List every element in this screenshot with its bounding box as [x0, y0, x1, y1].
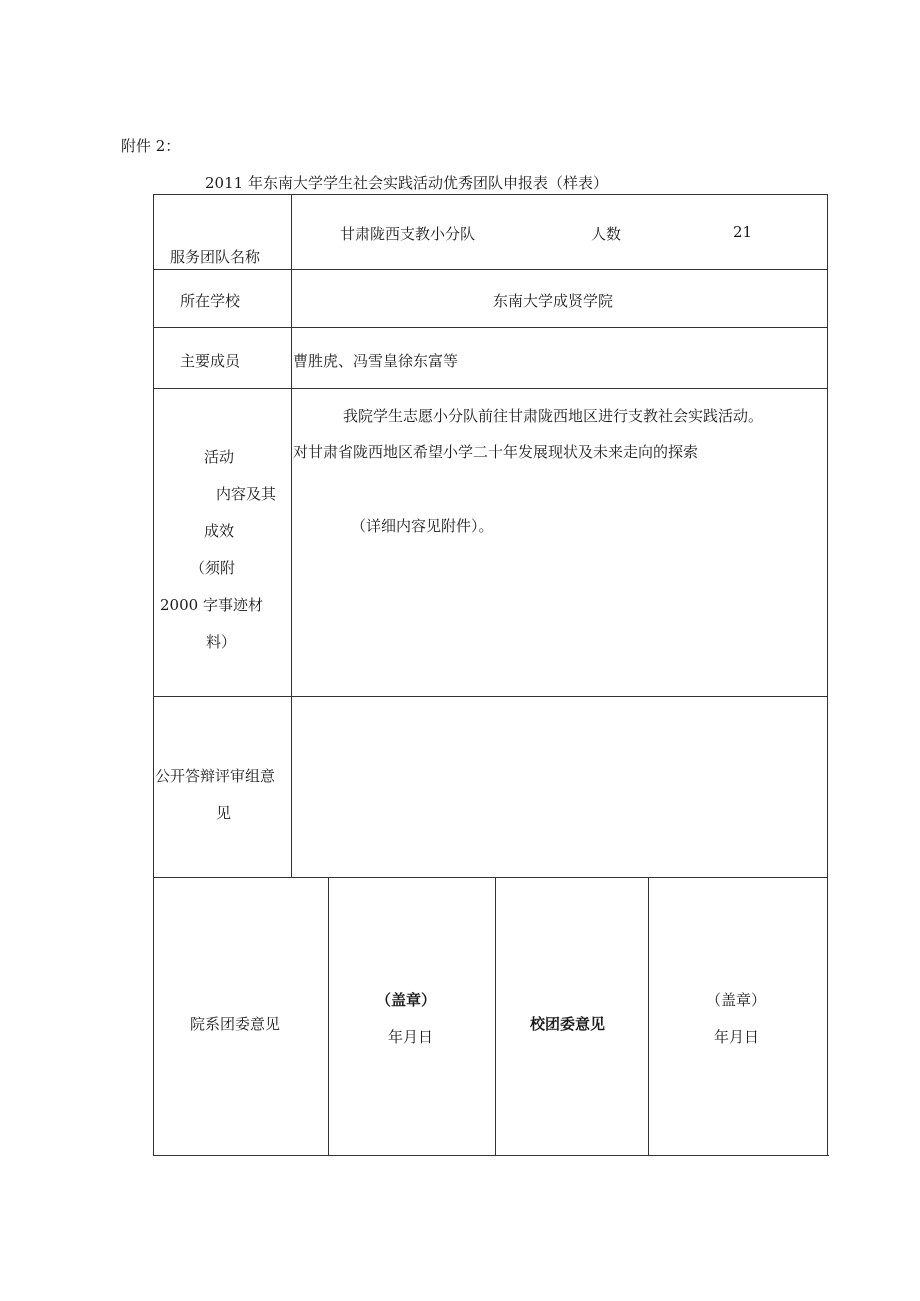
activity-label-line: （须附 [190, 559, 236, 577]
approval-divider [648, 877, 649, 1155]
school-approval-label: 校团委意见 [530, 1015, 606, 1033]
activity-content-line: 对甘肃省陇西地区希望小学二十年发展现状及未来走向的探索 [293, 443, 699, 461]
members-label: 主要成员 [180, 352, 241, 370]
members-value: 曹胜虎、冯雪皇徐东富等 [293, 352, 459, 370]
school-seal: （盖章） [706, 991, 767, 1009]
activity-label-line: 活动 [204, 448, 235, 466]
activity-content-line: 我院学生志愿小分队前往甘肃陇西地区进行支教社会实践活动。 [343, 407, 764, 425]
table-border-top [153, 194, 828, 195]
label-column-divider [291, 194, 292, 877]
dept-seal: （盖章） [376, 991, 437, 1009]
school-value: 东南大学成贤学院 [493, 292, 614, 310]
table-border-left [153, 194, 154, 1156]
approval-divider [495, 877, 496, 1155]
activity-label-line: 成效 [204, 522, 235, 540]
review-label-line: 公开答辩评审组意 [155, 767, 276, 785]
form-title: 2011 年东南大学学生社会实践活动优秀团队申报表（样表） [205, 174, 608, 192]
table-divider [153, 388, 828, 389]
member-count-label: 人数 [591, 225, 622, 243]
approval-divider [328, 877, 329, 1155]
review-label-line: 见 [216, 804, 232, 822]
table-border-right [827, 194, 828, 1156]
table-divider [153, 269, 828, 270]
table-divider [153, 696, 828, 697]
activity-label-line: 内容及其 [216, 485, 277, 503]
team-name-value: 甘肃陇西支教小分队 [340, 225, 476, 243]
team-name-label: 服务团队名称 [170, 248, 261, 266]
member-count-value: 21 [733, 223, 753, 241]
dept-approval-label: 院系团委意见 [190, 1015, 281, 1033]
attachment-label: 附件 2： [121, 137, 181, 155]
school-label: 所在学校 [180, 292, 241, 310]
table-border-bottom [153, 1155, 829, 1156]
table-divider [153, 877, 828, 878]
table-divider [153, 327, 828, 328]
activity-label-line: 2000 字事迹材 [160, 596, 263, 614]
activity-label-line: 料） [206, 633, 237, 651]
school-date: 年月日 [714, 1028, 760, 1046]
activity-content-line: （详细内容见附件）。 [351, 517, 494, 535]
dept-date: 年月日 [388, 1028, 434, 1046]
